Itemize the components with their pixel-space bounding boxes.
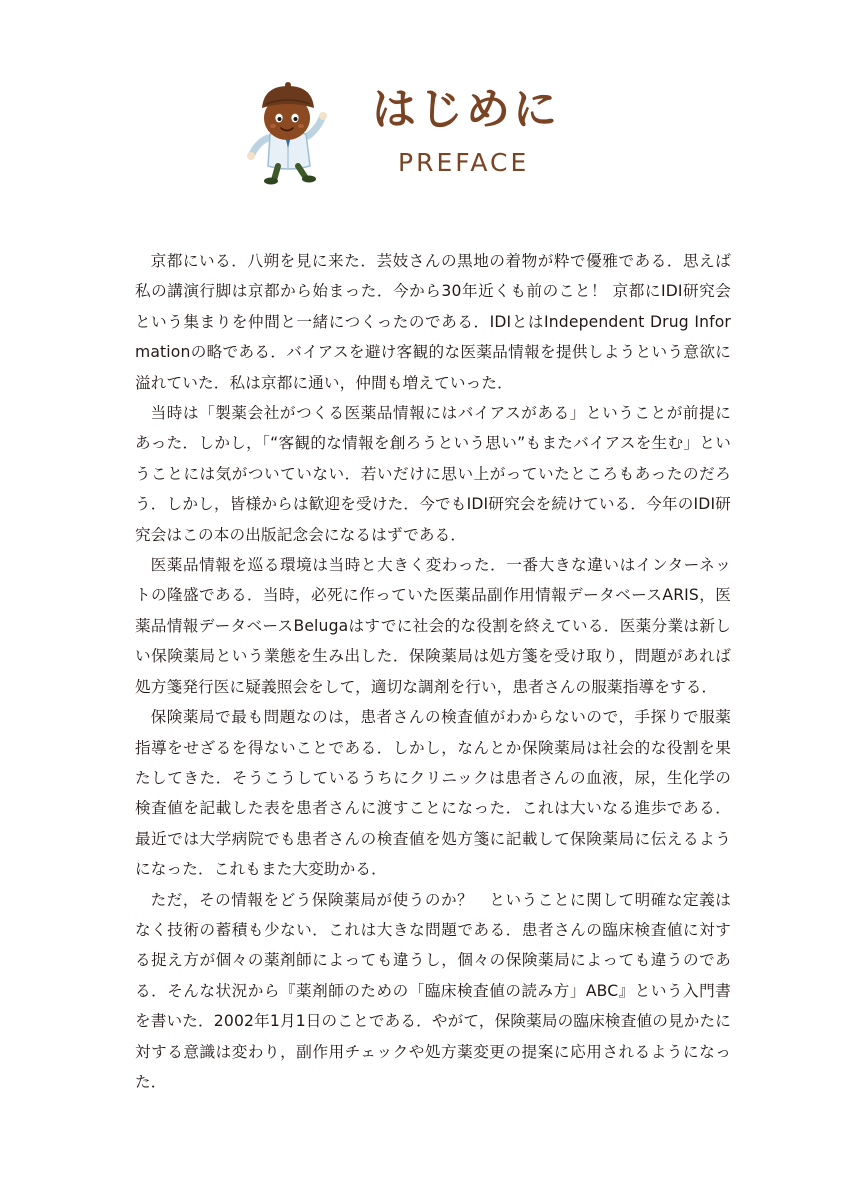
acorn-doctor-mascot-icon — [240, 80, 340, 185]
page-title: はじめに — [372, 84, 560, 135]
paragraph: 保険薬局で最も問題なのは，患者さんの検査値がわからないので，手探りで服薬指導をせざるを得ないことである．しかし，なんとか保険薬局は社会的な役割を果たしてきた．そうこうしているうちにクリニックは患者さんの血液，尿，生化学の検査値を記載した表を患者さんに渡すことになった．これは大いなる進歩である．最近では大学病院でも患者さんの検査値を処方箋に記載して保険薬局に伝えるようになった．これもまた大変助かる． — [135, 708, 731, 879]
preface-body — [135, 246, 731, 1097]
paragraph: 京都にいる．八朔を見に来た．芸妓さんの黒地の着物が粋で優雅である．思えば私の講演行脚は京都から始まった．今から30年近くも前のこと！ 京都にIDI研究会という集まりを仲間と一緒につくったのである．IDIとはIndependent Drug Informationの略である．バイアスを避け客観的な医薬品情報を提供しようという意欲に溢れていた．私は京都に通い，仲間も増えていった． — [135, 252, 731, 392]
page-header — [240, 80, 600, 190]
paragraph: 医薬品情報を巡る環境は当時と大きく変わった．一番大きな違いはインターネットの隆盛である．当時，必死に作っていた医薬品副作用情報データベースARIS，医薬品情報データベースBelugaはすでに社会的な役割を終えている．医薬分業は新しい保険薬局という業態を生み出した．保険薬局は処方箋を受け取り，問題があれば処方箋発行医に疑義照会をして，適切な調剤を行い，患者さんの服薬指導をする． — [135, 556, 731, 696]
paragraph: 当時は「製薬会社がつくる医薬品情報にはバイアスがある」ということが前提にあった．しかし，「“客観的な情報を創ろうという思い”もまたバイアスを生む」ということには気がついていない．若いだけに思い上がっていたところもあったのだろう．しかし，皆様からは歓迎を受けた．今でもIDI研究会を続けている．今年のIDI研究会はこの本の出版記念会になるはずである． — [135, 404, 731, 544]
paragraph: ただ，その情報をどう保険薬局が使うのか？ ということに関して明確な定義はなく技術の蓄積も少ない．これは大きな問題である．患者さんの臨床検査値に対する捉え方が個々の薬剤師によっても違うし，個々の保険薬局によっても違うのである．そんな状況から『薬剤師のための「臨床検査値の読み方」ABC』という入門書を書いた．2002年1月1日のことである．やがて，保険薬局の臨床検査値の見かたに対する意識は変わり，副作用チェックや処方薬変更の提案に応用されるようになった． — [135, 890, 731, 1091]
page-subtitle: PREFACE — [398, 148, 530, 177]
